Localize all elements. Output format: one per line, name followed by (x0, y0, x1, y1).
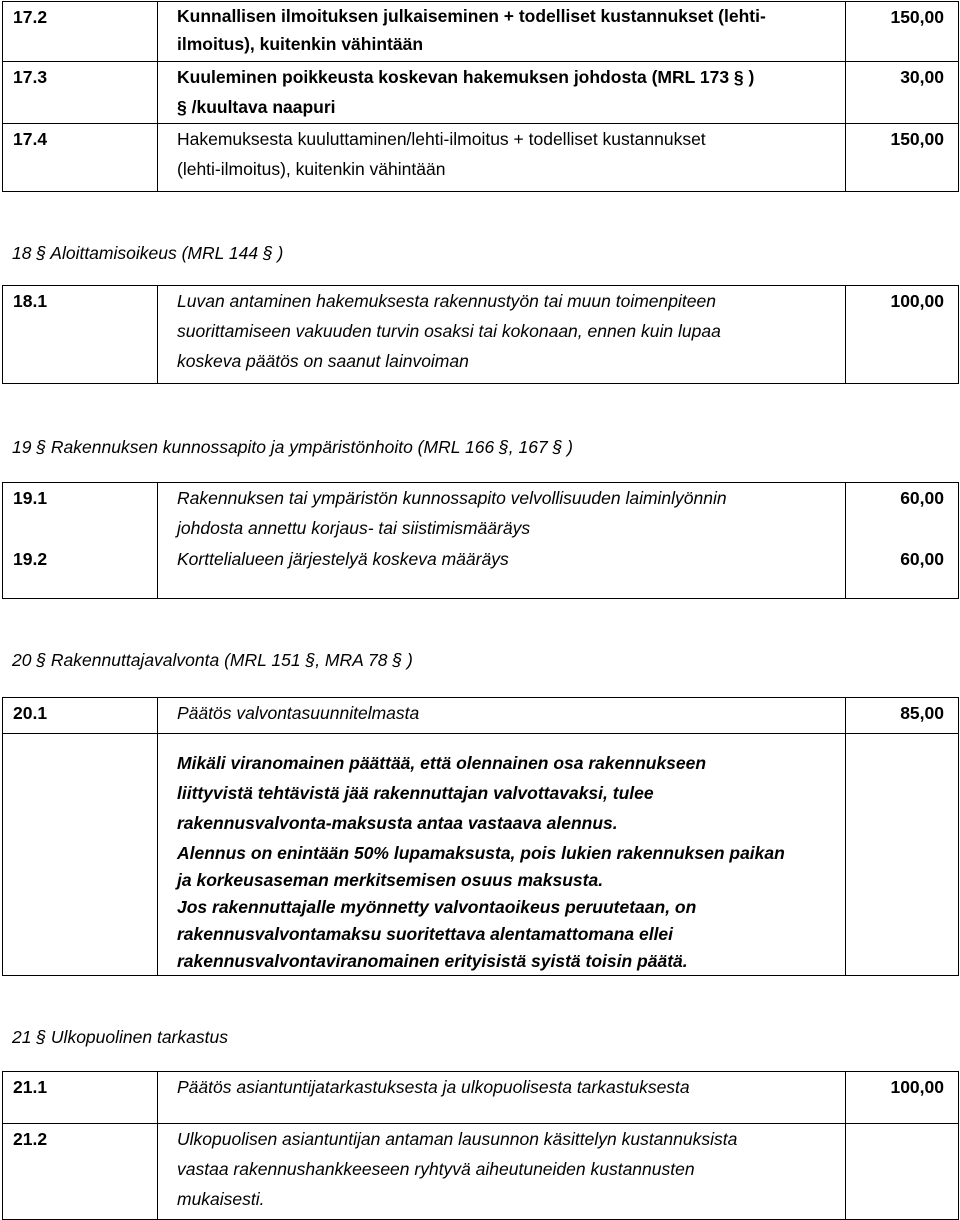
section-heading-20: 20 § Rakennuttajavalvonta (MRL 151 §, MRA 78 § ) (12, 650, 413, 670)
row-number: 17.4 (13, 129, 48, 149)
section-heading-19: 19 § Rakennuksen kunnossapito ja ympäristönhoito (MRL 166 §, 167 § ) (12, 437, 573, 457)
fee-amount: 60,00 (900, 548, 944, 569)
row-text-line: mukaisesti. (177, 1189, 265, 1209)
table-row (3, 483, 959, 544)
row-text-line: Ulkopuolisen asiantuntijan antaman lausunnon käsittelyn kustannuksista (177, 1129, 738, 1149)
table-row (3, 286, 959, 384)
section-heading-18: 18 § Aloittamisoikeus (MRL 144 § ) (12, 243, 284, 263)
row-text-line: ilmoitus), kuitenkin vähintään (177, 34, 424, 54)
row-text-line: Kuuleminen poikkeusta koskevan hakemuksen johdosta (MRL 173 § ) (177, 67, 755, 87)
row-text-line: Päätös valvontasuunnitelmasta (177, 703, 420, 723)
row-text-line: (lehti-ilmoitus), kuitenkin vähintään (177, 159, 446, 179)
fee-amount: 85,00 (900, 703, 944, 723)
row-number: 21.2 (13, 1129, 48, 1149)
fee-amount: 150,00 (890, 129, 944, 149)
note-paragraph (177, 748, 845, 838)
fee-amount: 60,00 (900, 488, 944, 508)
row-text-line: Kunnallisen ilmoituksen julkaiseminen + todelliset kustannukset (lehti- (177, 6, 766, 26)
row-text-line: Hakemuksesta kuuluttaminen/lehti-ilmoitus + todelliset kustannukset (177, 129, 706, 149)
fee-amount: 30,00 (900, 67, 944, 87)
table-spacer-row (3, 734, 959, 746)
fee-amount: 100,00 (890, 291, 944, 311)
row-number: 19.2 (13, 548, 48, 569)
row-number: 17.3 (13, 67, 48, 87)
table-row (3, 1124, 959, 1220)
row-number: 20.1 (13, 703, 48, 723)
row-text-line: koskeva päätös on saanut lainvoiman (177, 351, 469, 371)
row-text-line: Rakennuksen tai ympäristön kunnossapito velvollisuuden laiminlyönnin (177, 488, 727, 508)
row-number: 21.1 (13, 1077, 48, 1097)
row-number: 17.2 (13, 7, 48, 27)
note-line: rakennusvalvontamaksu suoritettava alentamattomana ellei (177, 923, 674, 944)
fee-amount: 150,00 (890, 7, 944, 27)
row-text-line: vastaa rakennushankkeeseen ryhtyvä aiheutuneiden kustannusten (177, 1159, 695, 1179)
note-line: Mikäli viranomainen päättää, että olennainen osa rakennukseen (177, 752, 707, 773)
table-row (3, 124, 959, 192)
table-section-21 (2, 1071, 959, 1220)
table-section-18 (2, 285, 959, 384)
table-row (3, 746, 959, 976)
table-row (3, 62, 959, 124)
table-section-17 (2, 1, 959, 192)
row-number: 18.1 (13, 291, 48, 311)
note-paragraph (177, 840, 845, 894)
row-text-line: johdosta annettu korjaus- tai siistimismääräys (177, 518, 531, 538)
table-row (3, 698, 959, 734)
table-row (3, 544, 959, 599)
row-text-line: Luvan antaminen hakemuksesta rakennustyön tai muun toimenpiteen (177, 291, 716, 311)
row-text-line: suorittamiseen vakuuden turvin osaksi tai kokonaan, ennen kuin lupaa (177, 321, 721, 341)
row-number: 19.1 (13, 488, 48, 508)
note-line: ja korkeusaseman merkitsemisen osuus maksusta. (177, 869, 604, 890)
table-row (3, 2, 959, 62)
note-line: Jos rakennuttajalle myönnetty valvontaoikeus peruutetaan, on (177, 896, 697, 917)
note-line: Alennus on enintään 50% lupamaksusta, pois lukien rakennuksen paikan (177, 842, 785, 863)
fee-amount: 100,00 (890, 1077, 944, 1097)
note-line: rakennusvalvonta-maksusta antaa vastaava alennus. (177, 812, 618, 833)
note-paragraph (177, 894, 845, 975)
table-row (3, 1072, 959, 1124)
row-text-line: Korttelialueen järjestelyä koskeva määräys (177, 548, 509, 569)
section-heading-21: 21 § Ulkopuolinen tarkastus (12, 1027, 228, 1047)
row-text-line: § /kuultava naapuri (177, 97, 336, 117)
table-section-19 (2, 482, 959, 599)
row-text-line: Päätös asiantuntijatarkastuksesta ja ulkopuolisesta tarkastuksesta (177, 1077, 690, 1097)
note-line: rakennusvalvontaviranomainen erityisistä syistä toisin päätä. (177, 950, 688, 971)
note-line: liittyvistä tehtävistä jää rakennuttajan valvottavaksi, tulee (177, 782, 654, 803)
table-section-20 (2, 697, 959, 976)
